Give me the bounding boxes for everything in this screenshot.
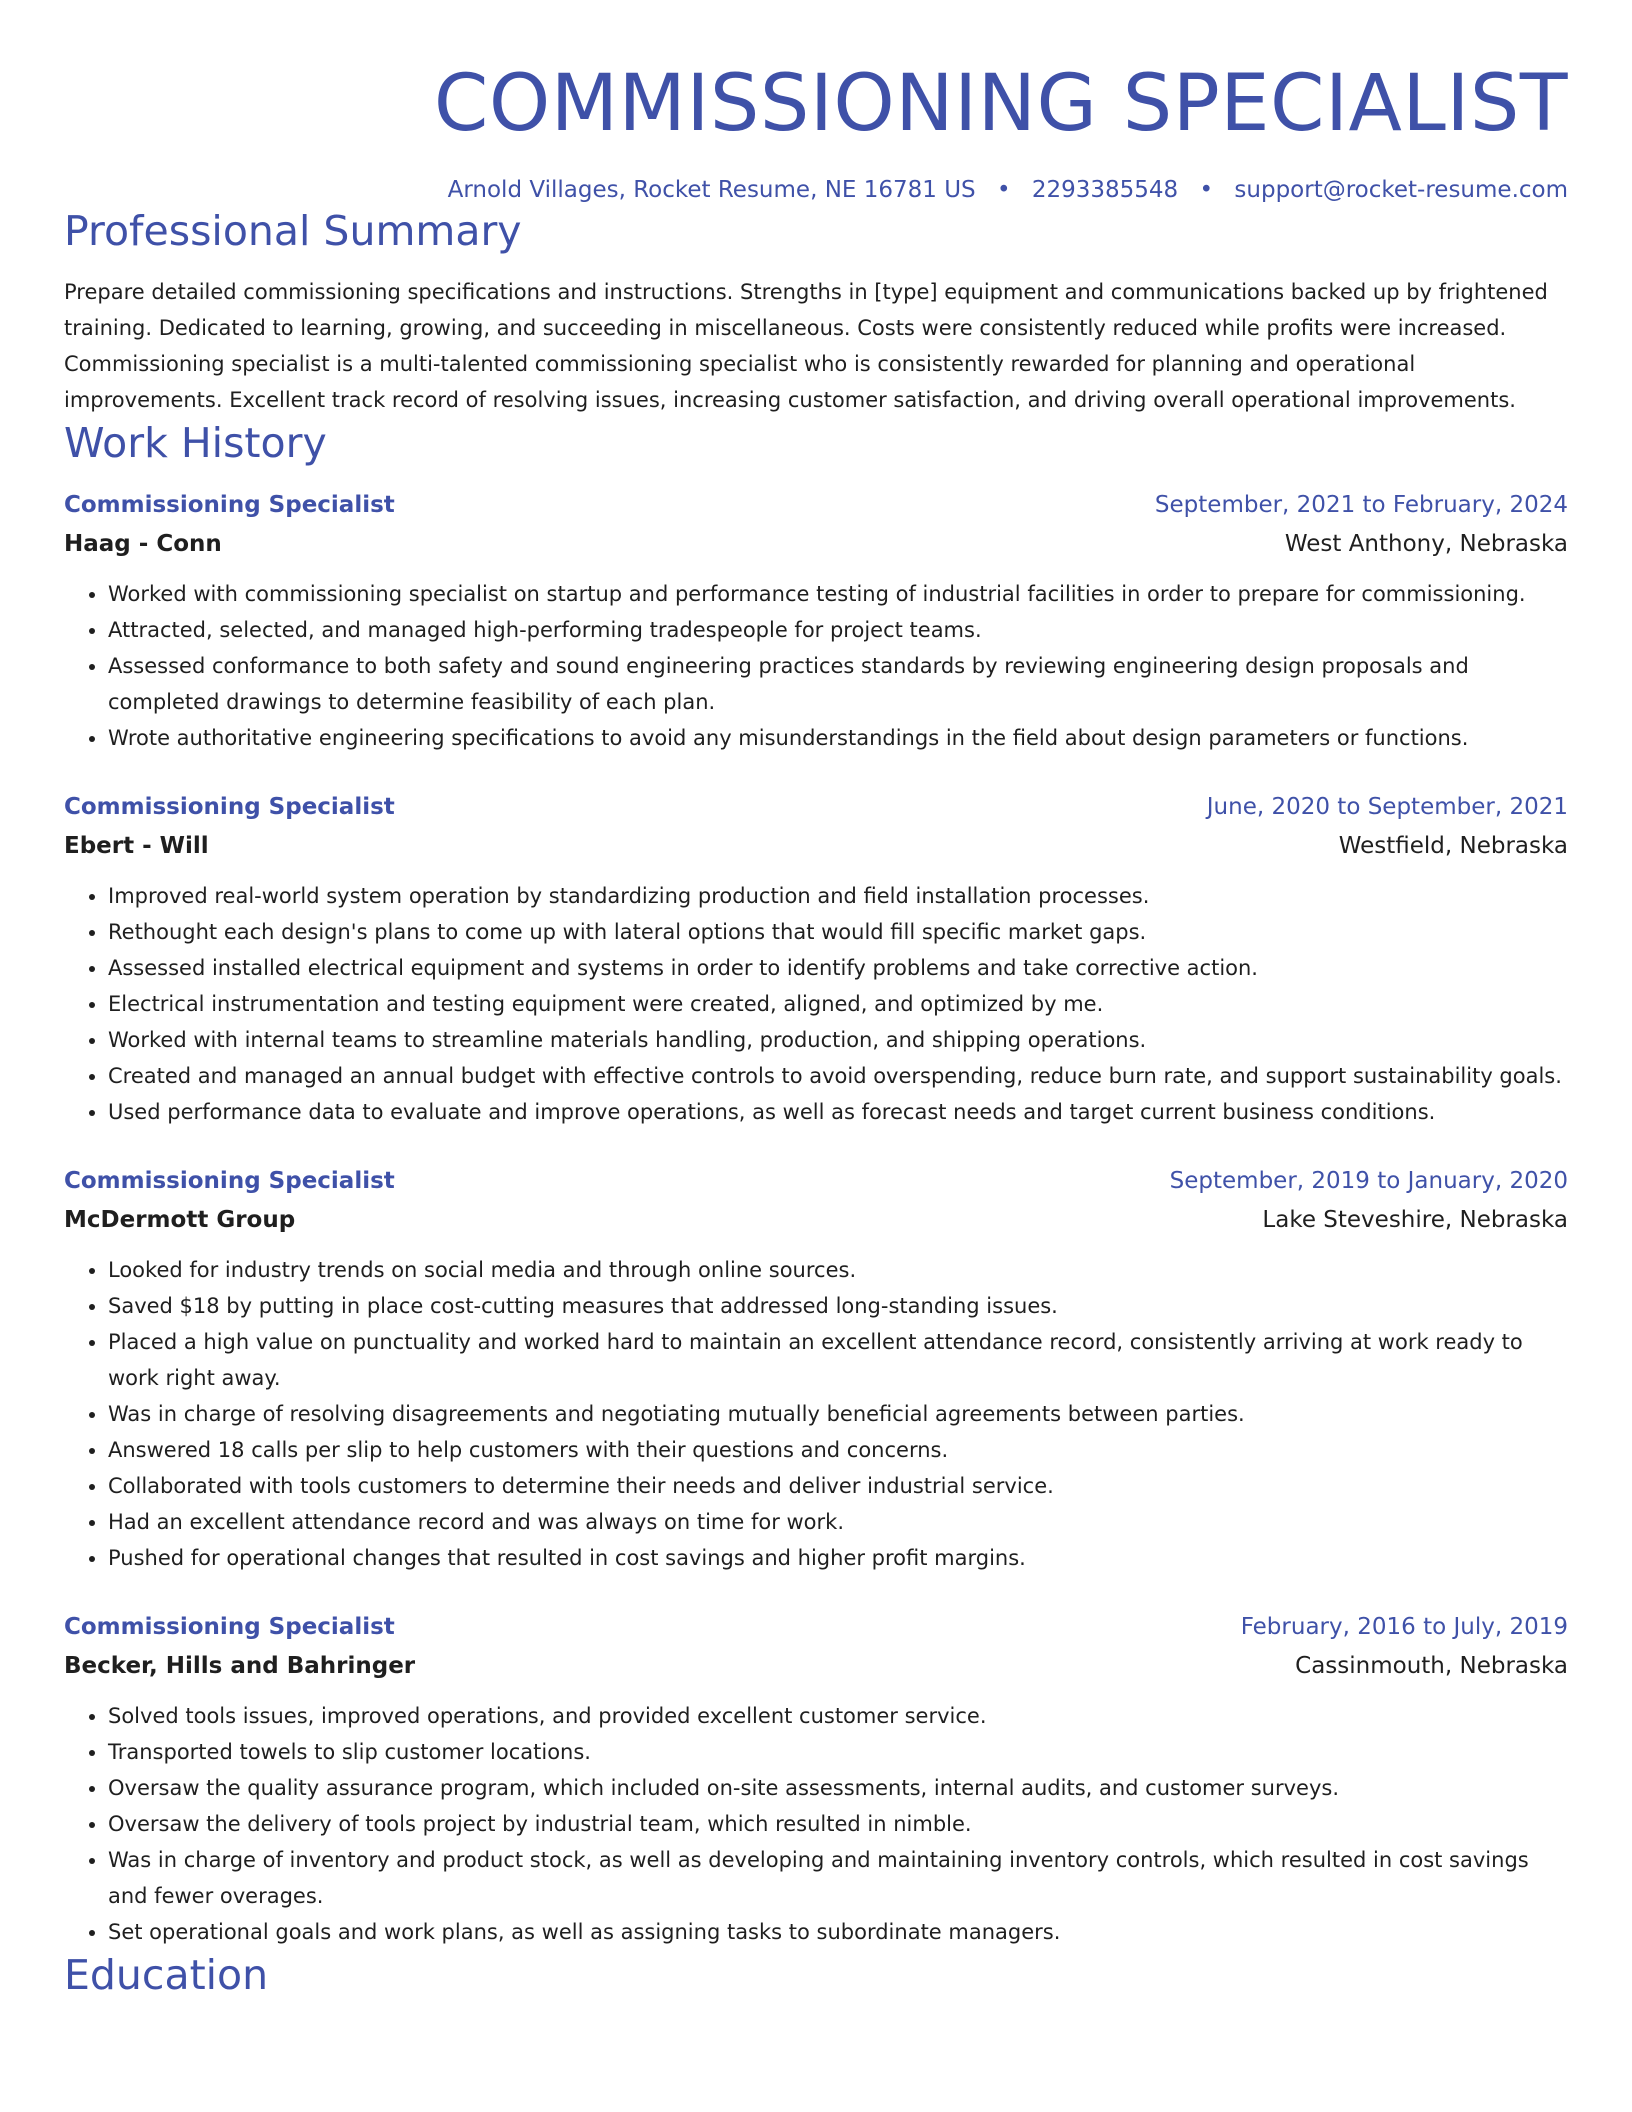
job-title: Commissioning Specialist: [64, 794, 395, 820]
job-bullet: • Created and managed an annual budget with effective controls to avoid overspending, reduce burn rate, and support sustainability goals.: [108, 1058, 1568, 1094]
job-bullet: • Was in charge of resolving disagreements and negotiating mutually beneficial agreements between parties.: [108, 1396, 1568, 1432]
job-dates: February, 2016 to July, 2019: [1240, 1614, 1568, 1640]
job-entry: [64, 1608, 1568, 1950]
job-bullet: • Used performance data to evaluate and improve operations, as well as forecast needs and target current business conditions.: [108, 1094, 1568, 1130]
job-company: Ebert - Will: [64, 833, 209, 859]
job-title: Commissioning Specialist: [64, 492, 395, 518]
summary-heading: Professional Summary: [64, 207, 522, 255]
summary-text: Prepare detailed commissioning specifications and instructions. Strengths in [type] equipment and communications backed up by frightened training. Dedicated to learning, growing, and succeeding in miscellaneous. Costs were consistently reduced while profits were increased. Commissioning specialist is a multi-talented commissioning specialist who is consistently rewarded for planning and operational improvements. Excellent track record of resolving issues, increasing customer satisfaction, and driving overall operational improvements.: [64, 280, 1548, 412]
job-title: Commissioning Specialist: [64, 1168, 395, 1194]
education-heading: Education: [64, 1951, 269, 1999]
job-dates: September, 2019 to January, 2020: [1169, 1168, 1568, 1194]
job-bullet: • Had an excellent attendance record and was always on time for work.: [108, 1504, 1568, 1540]
contact-separator: •: [1199, 177, 1214, 203]
job-bullet: • Saved $18 by putting in place cost-cutting measures that addressed long-standing issues.: [108, 1288, 1568, 1324]
contact-phone: 2293385548: [1031, 177, 1179, 203]
job-bullets: [64, 878, 1568, 1130]
job-bullet: • Assessed installed electrical equipment and systems in order to identify problems and take corrective action.: [108, 950, 1568, 986]
job-bullets: [64, 1698, 1568, 1950]
job-bullet: • Transported towels to slip customer locations.: [108, 1734, 1568, 1770]
job-bullet: • Oversaw the quality assurance program, which included on-site assessments, internal audits, and customer surveys.: [108, 1770, 1568, 1806]
job-bullet: • Pushed for operational changes that resulted in cost savings and higher profit margins.: [108, 1540, 1568, 1576]
job-bullet: • Assessed conformance to both safety and sound engineering practices standards by reviewing engineering design proposals and completed drawings to determine feasibility of each plan.: [108, 648, 1568, 720]
job-bullet: • Worked with commissioning specialist on startup and performance testing of industrial facilities in order to prepare for commissioning.: [108, 576, 1568, 612]
resume-page: [64, 0, 1568, 2000]
job-bullet: • Wrote authoritative engineering specifications to avoid any misunderstandings in the field about design parameters or functions.: [108, 720, 1568, 756]
job-bullet: • Set operational goals and work plans, as well as assigning tasks to subordinate managers.: [108, 1914, 1568, 1950]
contact-separator: •: [996, 177, 1011, 203]
job-bullet: • Answered 18 calls per slip to help customers with their questions and concerns.: [108, 1432, 1568, 1468]
job-location: Westfield, Nebraska: [1338, 833, 1568, 859]
job-entry: [64, 788, 1568, 1130]
job-bullet: • Improved real-world system operation by standardizing production and field installation processes.: [108, 878, 1568, 914]
job-bullet: • Looked for industry trends on social media and through online sources.: [108, 1252, 1568, 1288]
contact-line: [64, 174, 1568, 206]
job-bullet: • Rethought each design's plans to come up with lateral options that would fill specific market gaps.: [108, 914, 1568, 950]
job-bullet: • Collaborated with tools customers to determine their needs and deliver industrial service.: [108, 1468, 1568, 1504]
contact-email: support@rocket-resume.com: [1234, 177, 1568, 203]
job-company: Becker, Hills and Bahringer: [64, 1653, 416, 1679]
job-title: Commissioning Specialist: [64, 1614, 395, 1640]
job-bullet: • Was in charge of inventory and product stock, as well as developing and maintaining inventory controls, which resulted in cost savings and fewer overages.: [108, 1842, 1568, 1914]
job-dates: June, 2020 to September, 2021: [1206, 794, 1568, 820]
job-location: Lake Steveshire, Nebraska: [1262, 1207, 1568, 1233]
job-bullet: • Electrical instrumentation and testing equipment were created, aligned, and optimized by me.: [108, 986, 1568, 1022]
job-company: McDermott Group: [64, 1207, 296, 1233]
job-location: Cassinmouth, Nebraska: [1295, 1653, 1568, 1679]
job-bullet: • Placed a high value on punctuality and worked hard to maintain an excellent attendance record, consistently arriving at work ready to work right away.: [108, 1324, 1568, 1396]
job-bullet: • Oversaw the delivery of tools project by industrial team, which resulted in nimble.: [108, 1806, 1568, 1842]
job-dates: September, 2021 to February, 2024: [1154, 492, 1568, 518]
job-bullets: [64, 576, 1568, 756]
work-history-heading: Work History: [64, 419, 327, 467]
job-entry: [64, 486, 1568, 756]
job-entry: [64, 1162, 1568, 1576]
contact-address: Arnold Villages, Rocket Resume, NE 16781 US: [447, 177, 976, 203]
job-bullets: [64, 1252, 1568, 1576]
work-history-list: [64, 486, 1568, 1950]
job-company: Haag - Conn: [64, 531, 222, 557]
job-bullet: • Worked with internal teams to streamline materials handling, production, and shipping operations.: [108, 1022, 1568, 1058]
job-location: West Anthony, Nebraska: [1284, 531, 1568, 557]
job-bullet: • Attracted, selected, and managed high-performing tradespeople for project teams.: [108, 612, 1568, 648]
resume-name: COMMISSIONING SPECIALIST: [433, 59, 1568, 149]
job-bullet: • Solved tools issues, improved operations, and provided excellent customer service.: [108, 1698, 1568, 1734]
